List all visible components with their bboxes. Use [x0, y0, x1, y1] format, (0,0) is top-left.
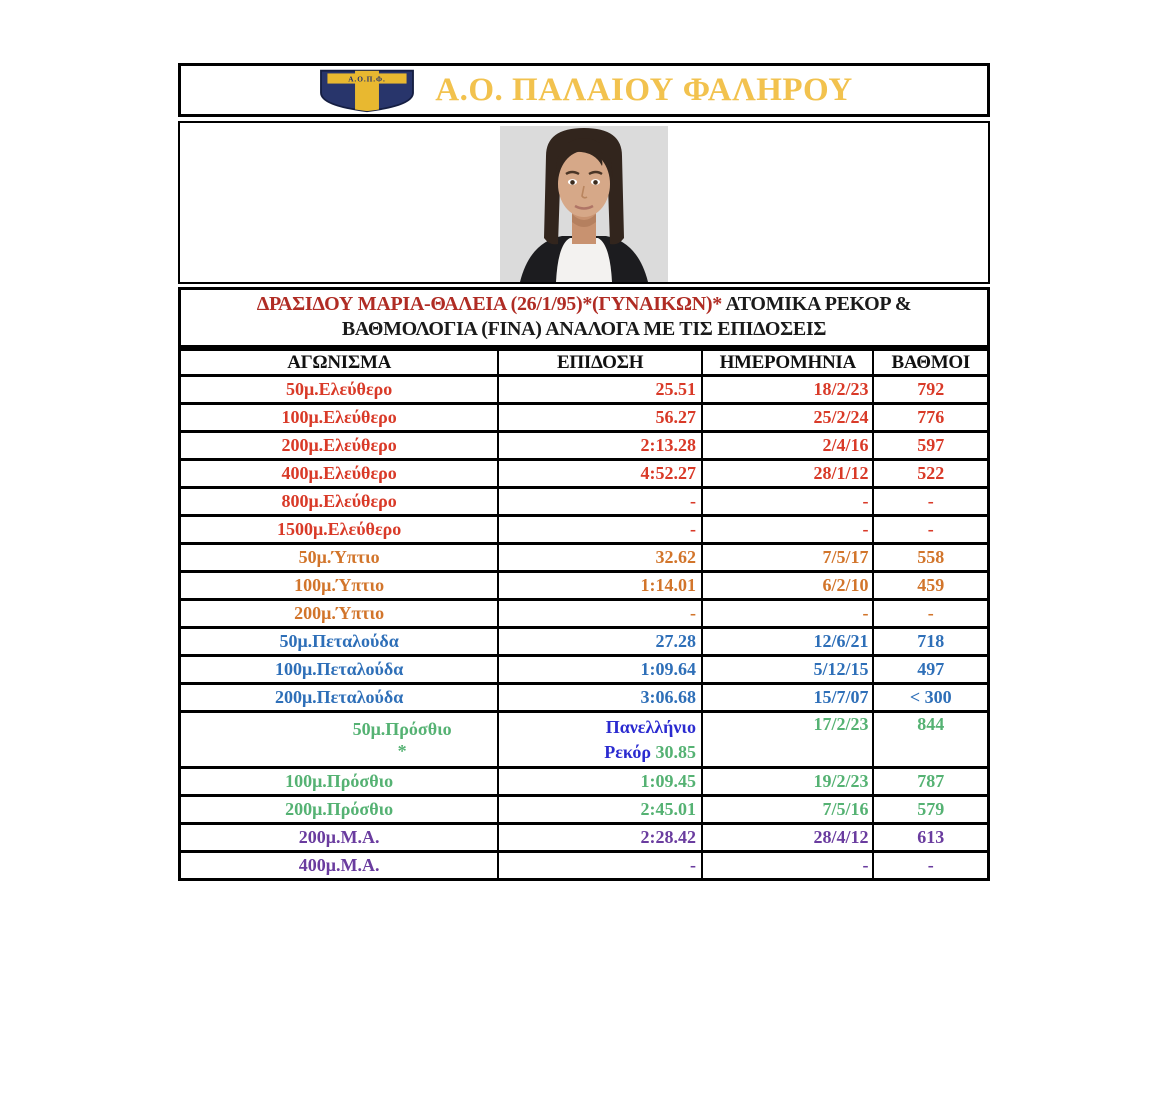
- date-cell: 7/5/16: [702, 796, 873, 824]
- points-cell: < 300: [873, 684, 988, 712]
- performance-cell: 2:45.01: [498, 796, 702, 824]
- performance-cell: 32.62: [498, 544, 702, 572]
- table-row: [180, 460, 989, 488]
- logo-initials: Α.Ο.Π.Φ.: [348, 74, 387, 84]
- points-cell: 558: [873, 544, 988, 572]
- points-cell: -: [873, 852, 988, 880]
- table-row: [180, 628, 989, 656]
- event-cell: 400μ.Μ.Α.: [180, 852, 499, 880]
- date-cell: 6/2/10: [702, 572, 873, 600]
- event-note: *: [397, 740, 407, 761]
- header-points: ΒΑΘΜΟΙ: [873, 350, 988, 376]
- points-cell: 597: [873, 432, 988, 460]
- performance-cell: 1:14.01: [498, 572, 702, 600]
- date-cell: 28/1/12: [702, 460, 873, 488]
- table-row: [180, 516, 989, 544]
- event-cell: 100μ.Πεταλούδα: [180, 656, 499, 684]
- photo-box: [178, 121, 990, 284]
- performance-cell: 3:06.68: [498, 684, 702, 712]
- points-cell: 792: [873, 376, 988, 404]
- points-cell: -: [873, 516, 988, 544]
- table-row: [180, 684, 989, 712]
- date-cell: 7/5/17: [702, 544, 873, 572]
- record-performance-value: 30.85: [651, 742, 696, 762]
- event-cell: 100μ.Πρόσθιο: [180, 768, 499, 796]
- date-cell: 12/6/21: [702, 628, 873, 656]
- table-row: [180, 488, 989, 516]
- table-row: [180, 768, 989, 796]
- record-label-line1: Πανελλήνιο: [605, 717, 696, 737]
- performance-cell: 1:09.64: [498, 656, 702, 684]
- athlete-name-text: ΔΡΑΣΙΔΟΥ ΜΑΡΙΑ-ΘΑΛΕΙΑ (26/1/95)*(ΓΥΝΑΙΚΩΝ)*: [256, 293, 722, 315]
- performance-cell: 56.27: [498, 404, 702, 432]
- club-header: [178, 63, 990, 117]
- points-cell: 613: [873, 824, 988, 852]
- points-cell: 522: [873, 460, 988, 488]
- points-cell: 776: [873, 404, 988, 432]
- performance-cell: 2:13.28: [498, 432, 702, 460]
- records-table: [178, 348, 990, 881]
- points-cell: 459: [873, 572, 988, 600]
- event-name: 50μ.Πρόσθιο: [352, 718, 452, 739]
- event-cell: 200μ.Πεταλούδα: [180, 684, 499, 712]
- athlete-title: [178, 287, 990, 348]
- date-cell: 15/7/07: [702, 684, 873, 712]
- table-header-row: [180, 350, 989, 376]
- date-cell: 17/2/23: [702, 712, 873, 768]
- date-cell: -: [702, 600, 873, 628]
- performance-cell: 27.28: [498, 628, 702, 656]
- performance-cell: -: [498, 488, 702, 516]
- event-cell: 50μ.Πεταλούδα: [180, 628, 499, 656]
- header-date: ΗΜΕΡΟΜΗΝΙΑ: [702, 350, 873, 376]
- event-cell: 1500μ.Ελεύθερο: [180, 516, 499, 544]
- performance-cell: [498, 712, 702, 768]
- table-row: [180, 712, 989, 768]
- event-cell: 200μ.Μ.Α.: [180, 824, 499, 852]
- table-row: [180, 796, 989, 824]
- record-label-line2: Ρεκόρ: [604, 742, 651, 762]
- points-cell: -: [873, 600, 988, 628]
- table-row: [180, 656, 989, 684]
- records-table-body: [180, 376, 989, 880]
- athlete-photo: [500, 126, 668, 282]
- table-row: [180, 572, 989, 600]
- table-row: [180, 404, 989, 432]
- date-cell: 25/2/24: [702, 404, 873, 432]
- points-cell: -: [873, 488, 988, 516]
- event-cell: 100μ.Ύπτιο: [180, 572, 499, 600]
- table-row: [180, 432, 989, 460]
- event-cell: 800μ.Ελεύθερο: [180, 488, 499, 516]
- date-cell: 2/4/16: [702, 432, 873, 460]
- points-cell: 844: [873, 712, 988, 768]
- event-cell: 100μ.Ελεύθερο: [180, 404, 499, 432]
- table-row: [180, 600, 989, 628]
- performance-cell: 1:09.45: [498, 768, 702, 796]
- athlete-record-sheet: [178, 63, 990, 881]
- performance-cell: -: [498, 600, 702, 628]
- points-cell: 497: [873, 656, 988, 684]
- event-cell: 50μ.Ελεύθερο: [180, 376, 499, 404]
- table-row: [180, 544, 989, 572]
- date-cell: 5/12/15: [702, 656, 873, 684]
- header-performance: ΕΠΙΔΟΣΗ: [498, 350, 702, 376]
- title-black-part2: ΒΑΘΜΟΛΟΓΙΑ (FINA) ΑΝΑΛΟΓΑ ΜΕ ΤΙΣ ΕΠΙΔΟΣΕΙΣ: [341, 318, 827, 340]
- date-cell: 19/2/23: [702, 768, 873, 796]
- performance-cell: 25.51: [498, 376, 702, 404]
- date-cell: -: [702, 852, 873, 880]
- event-cell: 400μ.Ελεύθερο: [180, 460, 499, 488]
- date-cell: -: [702, 516, 873, 544]
- event-cell: [180, 712, 499, 768]
- table-row: [180, 852, 989, 880]
- points-cell: 718: [873, 628, 988, 656]
- performance-cell: -: [498, 516, 702, 544]
- points-cell: 579: [873, 796, 988, 824]
- date-cell: -: [702, 488, 873, 516]
- event-cell: 200μ.Πρόσθιο: [180, 796, 499, 824]
- event-cell: 200μ.Ελεύθερο: [180, 432, 499, 460]
- header-event: ΑΓΩΝΙΣΜΑ: [180, 350, 499, 376]
- table-row: [180, 376, 989, 404]
- table-row: [180, 824, 989, 852]
- club-name: Α.Ο. ΠΑΛΑΙΟΥ ΦΑΛΗΡΟΥ: [435, 71, 853, 108]
- date-cell: 28/4/12: [702, 824, 873, 852]
- event-cell: 200μ.Ύπτιο: [180, 600, 499, 628]
- event-cell: 50μ.Ύπτιο: [180, 544, 499, 572]
- title-black-part1: ΑΤΟΜΙΚΑ ΡΕΚΟΡ &: [721, 293, 912, 315]
- date-cell: 18/2/23: [702, 376, 873, 404]
- performance-cell: -: [498, 852, 702, 880]
- performance-cell: 2:28.42: [498, 824, 702, 852]
- points-cell: 787: [873, 768, 988, 796]
- club-shield-logo-icon: [315, 67, 419, 113]
- performance-cell: 4:52.27: [498, 460, 702, 488]
